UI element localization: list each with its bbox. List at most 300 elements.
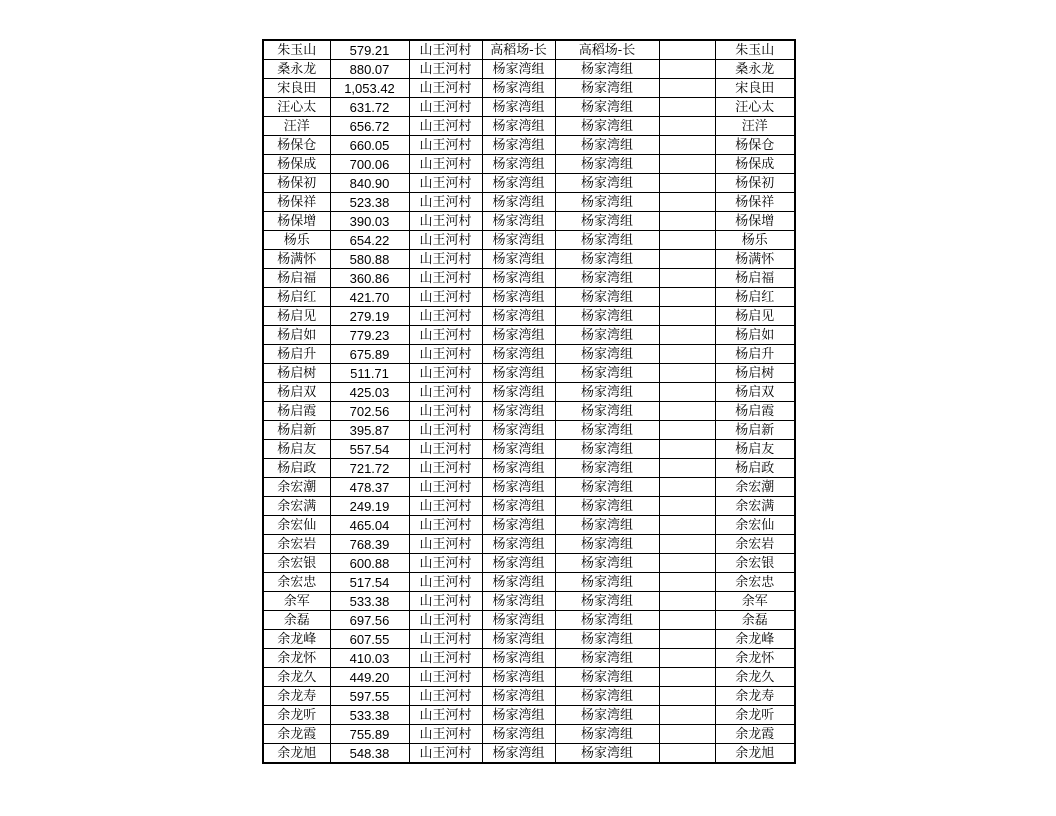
group-cell-2: 杨家湾组 xyxy=(555,307,659,326)
name-cell: 杨启树 xyxy=(263,364,330,383)
name-cell-2: 余宏满 xyxy=(715,497,795,516)
village-cell: 山王河村 xyxy=(409,288,482,307)
village-cell: 山王河村 xyxy=(409,611,482,630)
group-cell: 杨家湾组 xyxy=(482,250,555,269)
group-cell-2: 杨家湾组 xyxy=(555,649,659,668)
group-cell: 杨家湾组 xyxy=(482,117,555,136)
name-cell-2: 杨启红 xyxy=(715,288,795,307)
group-cell-2: 杨家湾组 xyxy=(555,421,659,440)
village-cell: 山王河村 xyxy=(409,345,482,364)
amount-cell: 702.56 xyxy=(330,402,409,421)
group-cell: 杨家湾组 xyxy=(482,269,555,288)
blank-cell xyxy=(659,345,715,364)
group-cell-2: 杨家湾组 xyxy=(555,345,659,364)
group-cell: 杨家湾组 xyxy=(482,440,555,459)
group-cell: 杨家湾组 xyxy=(482,155,555,174)
table-row xyxy=(263,554,795,573)
amount-cell: 580.88 xyxy=(330,250,409,269)
name-cell-2: 余龙旭 xyxy=(715,744,795,764)
group-cell-2: 杨家湾组 xyxy=(555,269,659,288)
table-row xyxy=(263,706,795,725)
amount-cell: 675.89 xyxy=(330,345,409,364)
blank-cell xyxy=(659,212,715,231)
group-cell-2: 杨家湾组 xyxy=(555,459,659,478)
village-cell: 山王河村 xyxy=(409,212,482,231)
blank-cell xyxy=(659,573,715,592)
amount-cell: 660.05 xyxy=(330,136,409,155)
blank-cell xyxy=(659,98,715,117)
table-row xyxy=(263,250,795,269)
blank-cell xyxy=(659,250,715,269)
blank-cell xyxy=(659,706,715,725)
name-cell: 杨启政 xyxy=(263,459,330,478)
name-cell-2: 杨启升 xyxy=(715,345,795,364)
group-cell-2: 杨家湾组 xyxy=(555,706,659,725)
village-cell: 山王河村 xyxy=(409,326,482,345)
name-cell-2: 杨启树 xyxy=(715,364,795,383)
table-row xyxy=(263,421,795,440)
amount-cell: 755.89 xyxy=(330,725,409,744)
name-cell-2: 杨乐 xyxy=(715,231,795,250)
name-cell-2: 余龙听 xyxy=(715,706,795,725)
name-cell: 余军 xyxy=(263,592,330,611)
group-cell-2: 杨家湾组 xyxy=(555,212,659,231)
name-cell: 杨保仓 xyxy=(263,136,330,155)
group-cell: 杨家湾组 xyxy=(482,592,555,611)
village-cell: 山王河村 xyxy=(409,535,482,554)
name-cell: 余龙峰 xyxy=(263,630,330,649)
blank-cell xyxy=(659,535,715,554)
group-cell: 杨家湾组 xyxy=(482,136,555,155)
amount-cell: 557.54 xyxy=(330,440,409,459)
name-cell: 杨启红 xyxy=(263,288,330,307)
table-row xyxy=(263,592,795,611)
name-cell-2: 杨启如 xyxy=(715,326,795,345)
group-cell-2: 杨家湾组 xyxy=(555,383,659,402)
village-cell: 山王河村 xyxy=(409,155,482,174)
table-row xyxy=(263,478,795,497)
village-cell: 山王河村 xyxy=(409,136,482,155)
name-cell-2: 余宏潮 xyxy=(715,478,795,497)
table-row xyxy=(263,136,795,155)
village-cell: 山王河村 xyxy=(409,478,482,497)
group-cell-2: 杨家湾组 xyxy=(555,60,659,79)
group-cell-2: 杨家湾组 xyxy=(555,250,659,269)
village-cell: 山王河村 xyxy=(409,649,482,668)
name-cell: 余磊 xyxy=(263,611,330,630)
name-cell: 汪心太 xyxy=(263,98,330,117)
group-cell: 杨家湾组 xyxy=(482,174,555,193)
village-cell: 山王河村 xyxy=(409,630,482,649)
name-cell-2: 余龙霞 xyxy=(715,725,795,744)
table-row xyxy=(263,79,795,98)
table-row xyxy=(263,573,795,592)
village-cell: 山王河村 xyxy=(409,79,482,98)
group-cell-2: 杨家湾组 xyxy=(555,630,659,649)
blank-cell xyxy=(659,288,715,307)
table-row xyxy=(263,98,795,117)
name-cell-2: 余龙峰 xyxy=(715,630,795,649)
amount-cell: 600.88 xyxy=(330,554,409,573)
name-cell-2: 杨启政 xyxy=(715,459,795,478)
blank-cell xyxy=(659,174,715,193)
village-cell: 山王河村 xyxy=(409,725,482,744)
village-cell: 山王河村 xyxy=(409,307,482,326)
group-cell: 杨家湾组 xyxy=(482,326,555,345)
blank-cell xyxy=(659,117,715,136)
amount-cell: 449.20 xyxy=(330,668,409,687)
group-cell: 杨家湾组 xyxy=(482,98,555,117)
amount-cell: 533.38 xyxy=(330,706,409,725)
amount-cell: 279.19 xyxy=(330,307,409,326)
name-cell-2: 汪心太 xyxy=(715,98,795,117)
group-cell: 杨家湾组 xyxy=(482,60,555,79)
amount-cell: 1,053.42 xyxy=(330,79,409,98)
group-cell-2: 杨家湾组 xyxy=(555,98,659,117)
group-cell-2: 杨家湾组 xyxy=(555,535,659,554)
table-row xyxy=(263,535,795,554)
blank-cell xyxy=(659,611,715,630)
blank-cell xyxy=(659,554,715,573)
name-cell: 余宏仙 xyxy=(263,516,330,535)
amount-cell: 425.03 xyxy=(330,383,409,402)
blank-cell xyxy=(659,136,715,155)
table-row xyxy=(263,725,795,744)
group-cell: 杨家湾组 xyxy=(482,478,555,497)
name-cell: 余龙听 xyxy=(263,706,330,725)
amount-cell: 607.55 xyxy=(330,630,409,649)
group-cell-2: 杨家湾组 xyxy=(555,668,659,687)
name-cell-2: 杨启双 xyxy=(715,383,795,402)
village-cell: 山王河村 xyxy=(409,250,482,269)
village-cell: 山王河村 xyxy=(409,98,482,117)
name-cell-2: 余宏仙 xyxy=(715,516,795,535)
name-cell: 余龙寿 xyxy=(263,687,330,706)
name-cell-2: 杨启见 xyxy=(715,307,795,326)
amount-cell: 533.38 xyxy=(330,592,409,611)
group-cell-2: 杨家湾组 xyxy=(555,155,659,174)
group-cell: 杨家湾组 xyxy=(482,535,555,554)
blank-cell xyxy=(659,383,715,402)
table-row xyxy=(263,649,795,668)
village-cell: 山王河村 xyxy=(409,706,482,725)
name-cell: 余宏银 xyxy=(263,554,330,573)
blank-cell xyxy=(659,497,715,516)
table-row xyxy=(263,288,795,307)
name-cell-2: 杨满怀 xyxy=(715,250,795,269)
amount-cell: 478.37 xyxy=(330,478,409,497)
name-cell: 余龙霞 xyxy=(263,725,330,744)
blank-cell xyxy=(659,630,715,649)
name-cell-2: 余宏岩 xyxy=(715,535,795,554)
blank-cell xyxy=(659,79,715,98)
group-cell-2: 杨家湾组 xyxy=(555,744,659,764)
blank-cell xyxy=(659,516,715,535)
table-row xyxy=(263,60,795,79)
amount-cell: 597.55 xyxy=(330,687,409,706)
name-cell: 杨启友 xyxy=(263,440,330,459)
amount-cell: 410.03 xyxy=(330,649,409,668)
blank-cell xyxy=(659,440,715,459)
amount-cell: 395.87 xyxy=(330,421,409,440)
group-cell: 杨家湾组 xyxy=(482,79,555,98)
name-cell: 杨保初 xyxy=(263,174,330,193)
name-cell: 杨启双 xyxy=(263,383,330,402)
name-cell-2: 杨保祥 xyxy=(715,193,795,212)
amount-cell: 465.04 xyxy=(330,516,409,535)
blank-cell xyxy=(659,326,715,345)
name-cell-2: 杨启福 xyxy=(715,269,795,288)
amount-cell: 840.90 xyxy=(330,174,409,193)
group-cell: 杨家湾组 xyxy=(482,668,555,687)
name-cell: 余龙怀 xyxy=(263,649,330,668)
name-cell-2: 余龙久 xyxy=(715,668,795,687)
blank-cell xyxy=(659,269,715,288)
group-cell-2: 杨家湾组 xyxy=(555,364,659,383)
group-cell: 杨家湾组 xyxy=(482,212,555,231)
village-cell: 山王河村 xyxy=(409,193,482,212)
amount-cell: 631.72 xyxy=(330,98,409,117)
village-cell: 山王河村 xyxy=(409,744,482,764)
name-cell-2: 杨保成 xyxy=(715,155,795,174)
name-cell: 朱玉山 xyxy=(263,40,330,60)
group-cell: 杨家湾组 xyxy=(482,649,555,668)
name-cell: 余宏忠 xyxy=(263,573,330,592)
name-cell: 杨乐 xyxy=(263,231,330,250)
group-cell: 杨家湾组 xyxy=(482,497,555,516)
group-cell: 杨家湾组 xyxy=(482,345,555,364)
table-row xyxy=(263,668,795,687)
amount-cell: 654.22 xyxy=(330,231,409,250)
amount-cell: 523.38 xyxy=(330,193,409,212)
amount-cell: 249.19 xyxy=(330,497,409,516)
group-cell: 杨家湾组 xyxy=(482,554,555,573)
blank-cell xyxy=(659,193,715,212)
village-cell: 山王河村 xyxy=(409,440,482,459)
table-row xyxy=(263,212,795,231)
amount-cell: 656.72 xyxy=(330,117,409,136)
group-cell: 杨家湾组 xyxy=(482,307,555,326)
village-cell: 山王河村 xyxy=(409,60,482,79)
name-cell-2: 余宏银 xyxy=(715,554,795,573)
village-cell: 山王河村 xyxy=(409,383,482,402)
table-body xyxy=(263,40,795,763)
name-cell: 杨保祥 xyxy=(263,193,330,212)
name-cell-2: 宋良田 xyxy=(715,79,795,98)
blank-cell xyxy=(659,307,715,326)
data-table xyxy=(262,39,796,764)
name-cell: 杨保增 xyxy=(263,212,330,231)
table-row xyxy=(263,440,795,459)
name-cell: 杨保成 xyxy=(263,155,330,174)
group-cell-2: 杨家湾组 xyxy=(555,573,659,592)
name-cell: 余宏岩 xyxy=(263,535,330,554)
group-cell: 杨家湾组 xyxy=(482,744,555,764)
table-row xyxy=(263,326,795,345)
table-row xyxy=(263,345,795,364)
table-row xyxy=(263,744,795,764)
blank-cell xyxy=(659,649,715,668)
table-row xyxy=(263,611,795,630)
group-cell-2: 杨家湾组 xyxy=(555,231,659,250)
amount-cell: 421.70 xyxy=(330,288,409,307)
table-row xyxy=(263,383,795,402)
name-cell: 余龙旭 xyxy=(263,744,330,764)
name-cell-2: 余军 xyxy=(715,592,795,611)
group-cell-2: 杨家湾组 xyxy=(555,725,659,744)
village-cell: 山王河村 xyxy=(409,573,482,592)
name-cell-2: 余宏忠 xyxy=(715,573,795,592)
group-cell-2: 杨家湾组 xyxy=(555,402,659,421)
group-cell: 杨家湾组 xyxy=(482,402,555,421)
group-cell-2: 杨家湾组 xyxy=(555,611,659,630)
blank-cell xyxy=(659,364,715,383)
amount-cell: 880.07 xyxy=(330,60,409,79)
village-cell: 山王河村 xyxy=(409,668,482,687)
group-cell-2: 杨家湾组 xyxy=(555,478,659,497)
blank-cell xyxy=(659,421,715,440)
village-cell: 山王河村 xyxy=(409,40,482,60)
blank-cell xyxy=(659,155,715,174)
group-cell-2: 杨家湾组 xyxy=(555,326,659,345)
group-cell-2: 杨家湾组 xyxy=(555,79,659,98)
village-cell: 山王河村 xyxy=(409,592,482,611)
table-row xyxy=(263,307,795,326)
group-cell-2: 杨家湾组 xyxy=(555,516,659,535)
name-cell: 杨满怀 xyxy=(263,250,330,269)
group-cell-2: 杨家湾组 xyxy=(555,554,659,573)
group-cell-2: 高稻场-长 xyxy=(555,40,659,60)
table-row xyxy=(263,687,795,706)
name-cell: 宋良田 xyxy=(263,79,330,98)
amount-cell: 779.23 xyxy=(330,326,409,345)
blank-cell xyxy=(659,402,715,421)
name-cell: 杨启升 xyxy=(263,345,330,364)
blank-cell xyxy=(659,459,715,478)
group-cell-2: 杨家湾组 xyxy=(555,174,659,193)
group-cell-2: 杨家湾组 xyxy=(555,440,659,459)
name-cell-2: 汪洋 xyxy=(715,117,795,136)
amount-cell: 360.86 xyxy=(330,269,409,288)
table-row xyxy=(263,117,795,136)
group-cell: 杨家湾组 xyxy=(482,459,555,478)
name-cell-2: 桑永龙 xyxy=(715,60,795,79)
blank-cell xyxy=(659,478,715,497)
group-cell-2: 杨家湾组 xyxy=(555,687,659,706)
name-cell: 余宏潮 xyxy=(263,478,330,497)
amount-cell: 697.56 xyxy=(330,611,409,630)
village-cell: 山王河村 xyxy=(409,421,482,440)
table-row xyxy=(263,269,795,288)
village-cell: 山王河村 xyxy=(409,231,482,250)
group-cell: 杨家湾组 xyxy=(482,421,555,440)
name-cell-2: 杨启霞 xyxy=(715,402,795,421)
group-cell: 杨家湾组 xyxy=(482,364,555,383)
village-cell: 山王河村 xyxy=(409,687,482,706)
group-cell-2: 杨家湾组 xyxy=(555,136,659,155)
amount-cell: 548.38 xyxy=(330,744,409,764)
amount-cell: 517.54 xyxy=(330,573,409,592)
group-cell: 杨家湾组 xyxy=(482,573,555,592)
name-cell: 杨启新 xyxy=(263,421,330,440)
village-cell: 山王河村 xyxy=(409,459,482,478)
group-cell: 杨家湾组 xyxy=(482,706,555,725)
name-cell-2: 朱玉山 xyxy=(715,40,795,60)
name-cell: 杨启霞 xyxy=(263,402,330,421)
blank-cell xyxy=(659,687,715,706)
group-cell: 杨家湾组 xyxy=(482,383,555,402)
name-cell: 杨启如 xyxy=(263,326,330,345)
table-row xyxy=(263,459,795,478)
group-cell-2: 杨家湾组 xyxy=(555,592,659,611)
amount-cell: 511.71 xyxy=(330,364,409,383)
name-cell: 杨启见 xyxy=(263,307,330,326)
blank-cell xyxy=(659,60,715,79)
village-cell: 山王河村 xyxy=(409,402,482,421)
amount-cell: 768.39 xyxy=(330,535,409,554)
table-row xyxy=(263,402,795,421)
name-cell: 杨启福 xyxy=(263,269,330,288)
name-cell: 余宏满 xyxy=(263,497,330,516)
village-cell: 山王河村 xyxy=(409,497,482,516)
name-cell-2: 杨保仓 xyxy=(715,136,795,155)
group-cell: 杨家湾组 xyxy=(482,231,555,250)
table-row xyxy=(263,40,795,60)
name-cell-2: 杨保初 xyxy=(715,174,795,193)
blank-cell xyxy=(659,231,715,250)
group-cell: 杨家湾组 xyxy=(482,725,555,744)
group-cell: 杨家湾组 xyxy=(482,193,555,212)
blank-cell xyxy=(659,725,715,744)
name-cell-2: 杨启新 xyxy=(715,421,795,440)
village-cell: 山王河村 xyxy=(409,554,482,573)
group-cell-2: 杨家湾组 xyxy=(555,117,659,136)
village-cell: 山王河村 xyxy=(409,174,482,193)
village-cell: 山王河村 xyxy=(409,117,482,136)
table-row xyxy=(263,497,795,516)
amount-cell: 390.03 xyxy=(330,212,409,231)
blank-cell xyxy=(659,40,715,60)
blank-cell xyxy=(659,668,715,687)
group-cell: 高稻场-长 xyxy=(482,40,555,60)
table-row xyxy=(263,630,795,649)
name-cell: 汪洋 xyxy=(263,117,330,136)
group-cell-2: 杨家湾组 xyxy=(555,497,659,516)
village-cell: 山王河村 xyxy=(409,364,482,383)
table-row xyxy=(263,516,795,535)
group-cell: 杨家湾组 xyxy=(482,687,555,706)
name-cell-2: 余龙怀 xyxy=(715,649,795,668)
group-cell: 杨家湾组 xyxy=(482,516,555,535)
group-cell-2: 杨家湾组 xyxy=(555,193,659,212)
amount-cell: 700.06 xyxy=(330,155,409,174)
table-row xyxy=(263,231,795,250)
group-cell: 杨家湾组 xyxy=(482,630,555,649)
table-row xyxy=(263,364,795,383)
blank-cell xyxy=(659,744,715,764)
table-row xyxy=(263,174,795,193)
name-cell-2: 杨启友 xyxy=(715,440,795,459)
group-cell: 杨家湾组 xyxy=(482,611,555,630)
village-cell: 山王河村 xyxy=(409,269,482,288)
blank-cell xyxy=(659,592,715,611)
village-cell: 山王河村 xyxy=(409,516,482,535)
name-cell: 余龙久 xyxy=(263,668,330,687)
table-row xyxy=(263,193,795,212)
amount-cell: 579.21 xyxy=(330,40,409,60)
name-cell-2: 余龙寿 xyxy=(715,687,795,706)
name-cell-2: 余磊 xyxy=(715,611,795,630)
